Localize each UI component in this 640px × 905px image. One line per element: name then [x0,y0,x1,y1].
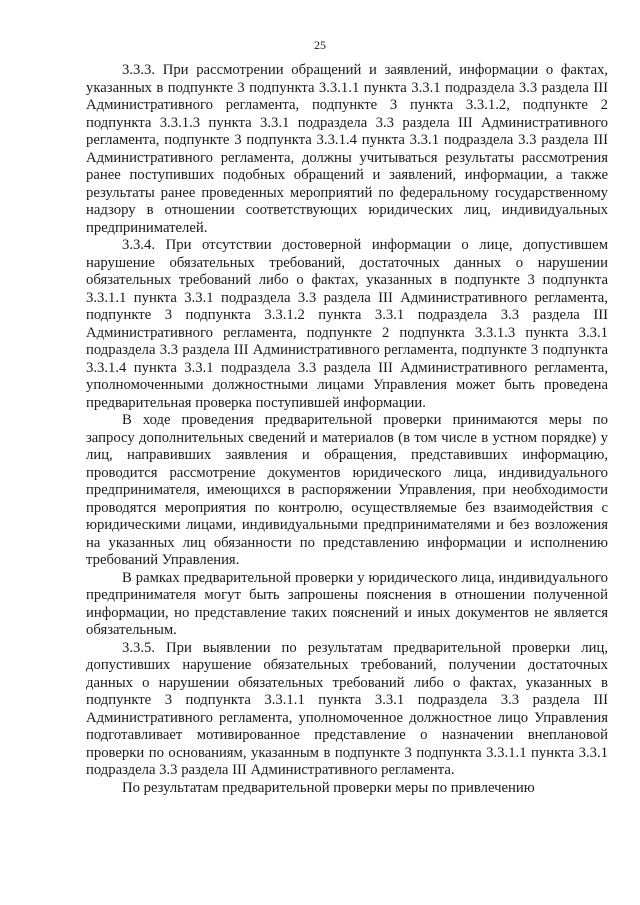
page-number: 25 [314,38,326,52]
document-body [86,62,608,797]
paragraph-3-3-4: 3.3.4. При отсутствии достоверной информации о лице, допустившем нарушение обязательных требований, достаточных данных о нарушении обязательных требований либо о фактах, указанных в подпункте 3 подпункта 3.3.1.1 пункта 3.3.1 подраздела 3.3 раздела III Административного регламента, подпункте 3 подпункта 3.3.1.2 пункта 3.3.1 подраздела 3.3 раздела III Административного регламента, подпункте 2 подпункта 3.3.1.3 пункта 3.3.1 подраздела 3.3 раздела III Административного регламента, подпункте 3 подпункта 3.3.1.4 пункта 3.3.1 подраздела 3.3 раздела III Административного регламента, уполномоченными должностными лицами Управления может быть проведена предварительная проверка поступившей информации. [86,237,608,411]
paragraph-3-3-5: 3.3.5. При выявлении по результатам предварительной проверки лиц, допустивших нарушение обязательных требований, получении достаточных данных о нарушении обязательных требований либо о фактах, указанных в подпункте 3 подпункта 3.3.1.1 пункта 3.3.1 подраздела 3.3 раздела III Административного регламента, уполномоченное должностное лицо Управления подготавливает мотивированное представление о назначении внеплановой проверки по основаниям, указанным в подпункте 3 подпункта 3.3.1.1 пункта 3.3.1 подраздела 3.3 раздела III Административного регламента. [86,639,608,778]
paragraph-preliminary-check-measures: В ходе проведения предварительной проверки принимаются меры по запросу дополнительных сведений и материалов (в том числе в устном порядке) у лиц, направивших заявления и обращения, представивших информацию, проводится рассмотрение документов юридического лица, индивидуального предпринимателя, имеющихся в распоряжении Управления, при необходимости проводятся мероприятия по контролю, осуществляемые без взаимодействия с юридическими лицами, индивидуальными предпринимателями и без возложения на указанных лиц обязанности по представлению информации и исполнению требований Управления. [86,412,608,568]
paragraph-explanations-request: В рамках предварительной проверки у юридического лица, индивидуального предпринимателя могут быть запрошены пояснения в отношении полученной информации, но представление таких пояснений и иных документов не является обязательным. [86,569,608,638]
paragraph-results-measures: По результатам предварительной проверки меры по привлечению [122,779,535,796]
paragraph-3-3-3: 3.3.3. При рассмотрении обращений и заявлений, информации о фактах, указанных в подпункте 3 подпункта 3.3.1.1 пункта 3.3.1 подраздела 3.3 раздела III Административного регламента, подпункте 3 пункта 3.3.1.2, подпункте 2 подпункта 3.3.1.3 пункта 3.3.1 подраздела 3.3 раздела III Административного регламента, подпункте 3 подпункта 3.3.1.4 пункта 3.3.1 подраздела 3.3 раздела III Административного регламента, должны учитываться результаты рассмотрения ранее поступивших подобных обращений и заявлений, информации, а также результаты ранее проведенных мероприятий по федеральному государственному надзору в отношении соответствующих юридических лиц, индивидуальных предпринимателей. [86,62,608,236]
